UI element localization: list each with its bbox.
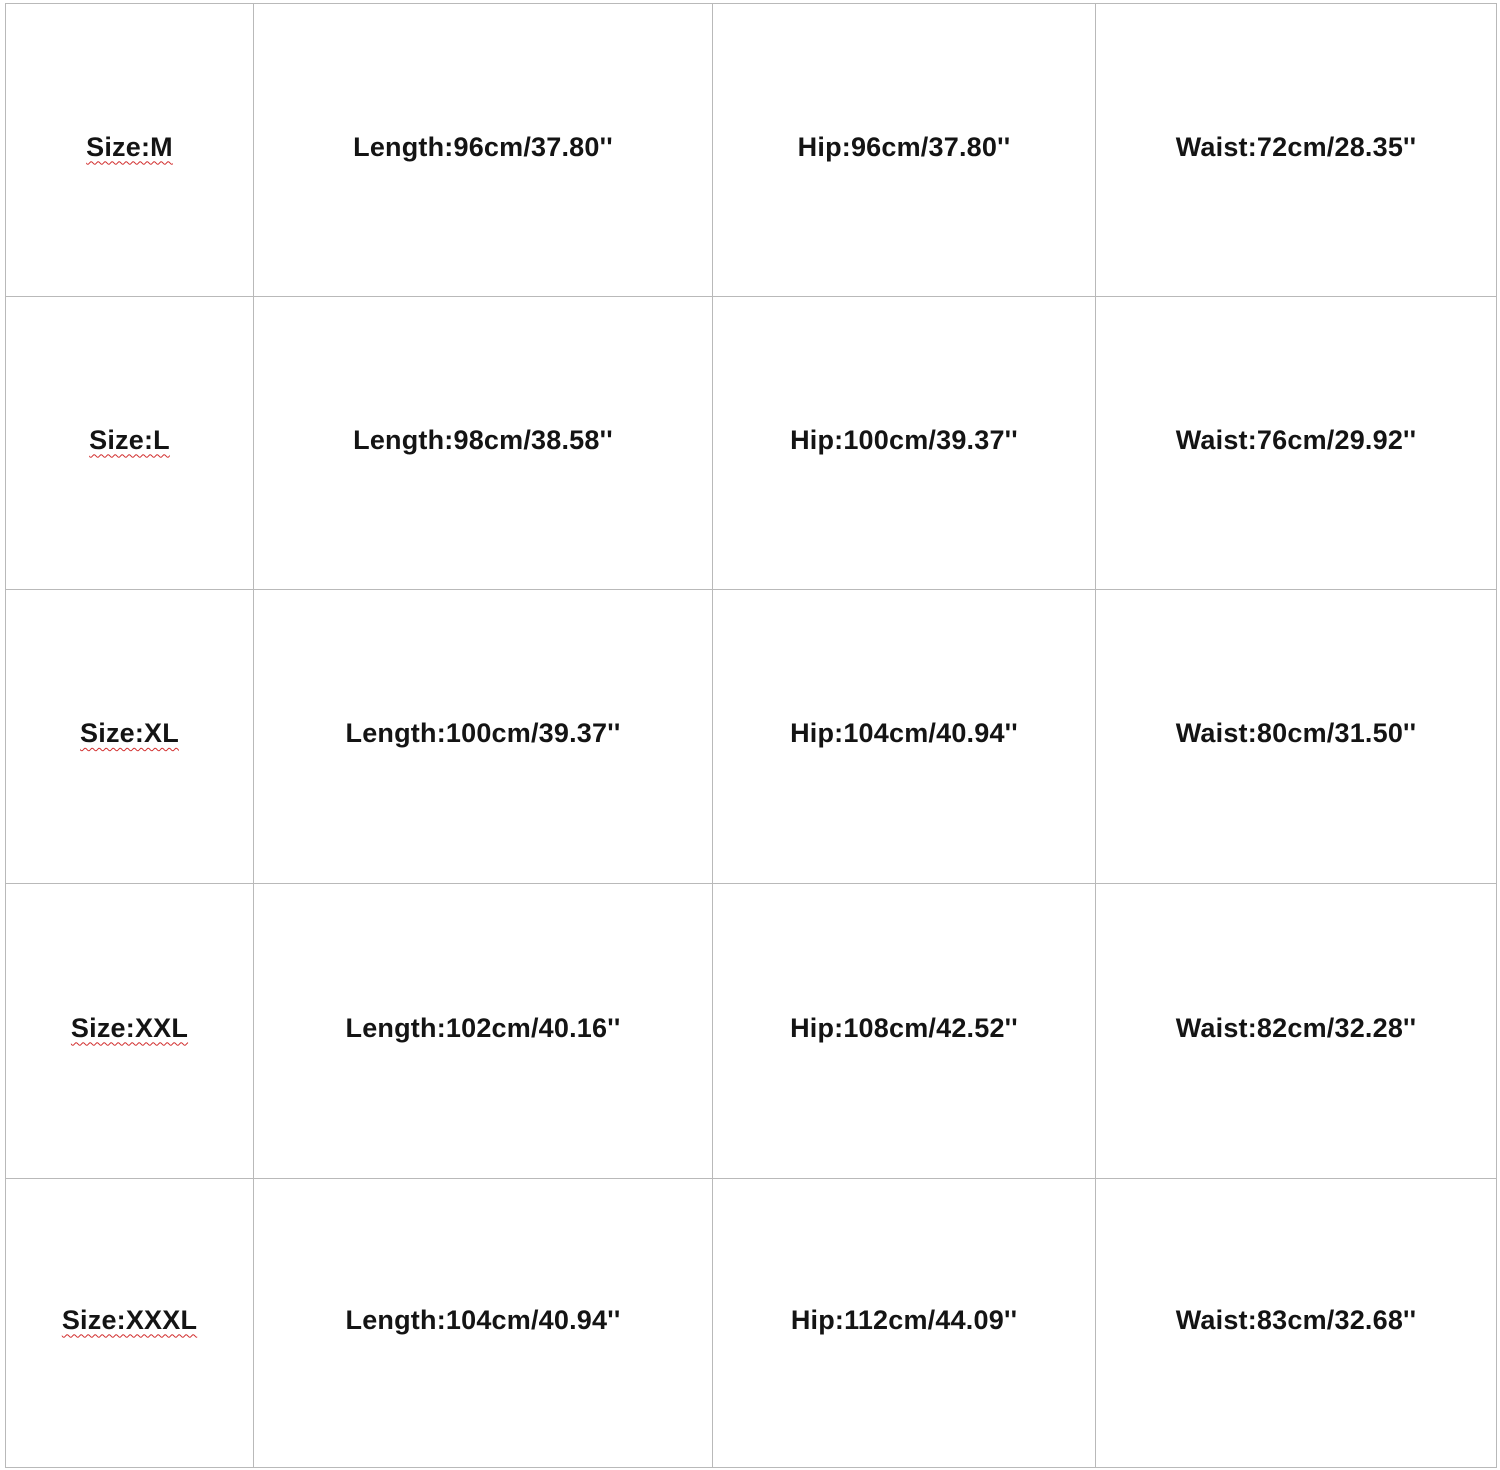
length-cell bbox=[254, 884, 713, 1179]
hip-cell bbox=[713, 1179, 1096, 1468]
length-value: Length:98cm/38.58'' bbox=[353, 424, 613, 455]
length-cell bbox=[254, 1179, 713, 1468]
length-value: Length:100cm/39.37'' bbox=[345, 718, 621, 748]
size-cell bbox=[6, 297, 254, 590]
waist-cell bbox=[1096, 297, 1497, 590]
hip-cell bbox=[713, 590, 1096, 884]
table-row bbox=[6, 590, 1497, 884]
length-value: Length:104cm/40.94'' bbox=[345, 1304, 621, 1335]
waist-cell bbox=[1096, 884, 1497, 1179]
waist-cell bbox=[1096, 4, 1497, 297]
waist-cell bbox=[1096, 1179, 1497, 1468]
size-label: Size:XXL bbox=[70, 1012, 189, 1043]
waist-value: Waist:82cm/32.28'' bbox=[1175, 1012, 1417, 1043]
size-chart-table bbox=[5, 3, 1497, 1468]
table-row bbox=[6, 1179, 1497, 1468]
waist-value: Waist:72cm/28.35'' bbox=[1175, 131, 1417, 162]
length-cell bbox=[254, 590, 713, 884]
waist-value: Waist:83cm/32.68'' bbox=[1175, 1304, 1417, 1335]
waist-cell bbox=[1096, 590, 1497, 884]
hip-value: Hip:108cm/42.52'' bbox=[790, 1012, 1018, 1043]
length-value: Length:96cm/37.80'' bbox=[353, 131, 613, 162]
length-cell bbox=[254, 297, 713, 590]
hip-value: Hip:104cm/40.94'' bbox=[790, 718, 1018, 748]
size-cell bbox=[6, 1179, 254, 1468]
table-row bbox=[6, 4, 1497, 297]
waist-value: Waist:80cm/31.50'' bbox=[1175, 718, 1417, 748]
table-row bbox=[6, 884, 1497, 1179]
length-cell bbox=[254, 4, 713, 297]
hip-value: Hip:96cm/37.80'' bbox=[797, 131, 1011, 162]
length-value: Length:102cm/40.16'' bbox=[345, 1012, 621, 1043]
size-cell bbox=[6, 884, 254, 1179]
size-label: Size:L bbox=[89, 424, 170, 455]
hip-value: Hip:100cm/39.37'' bbox=[790, 424, 1018, 455]
size-cell bbox=[6, 590, 254, 884]
hip-cell bbox=[713, 884, 1096, 1179]
size-label: Size:M bbox=[86, 131, 173, 162]
waist-value: Waist:76cm/29.92'' bbox=[1175, 424, 1417, 455]
hip-value: Hip:112cm/44.09'' bbox=[790, 1304, 1018, 1335]
size-label: Size:XXXL bbox=[61, 1304, 198, 1335]
size-label: Size:XL bbox=[80, 718, 179, 748]
size-cell bbox=[6, 4, 254, 297]
hip-cell bbox=[713, 4, 1096, 297]
table-row bbox=[6, 297, 1497, 590]
hip-cell bbox=[713, 297, 1096, 590]
